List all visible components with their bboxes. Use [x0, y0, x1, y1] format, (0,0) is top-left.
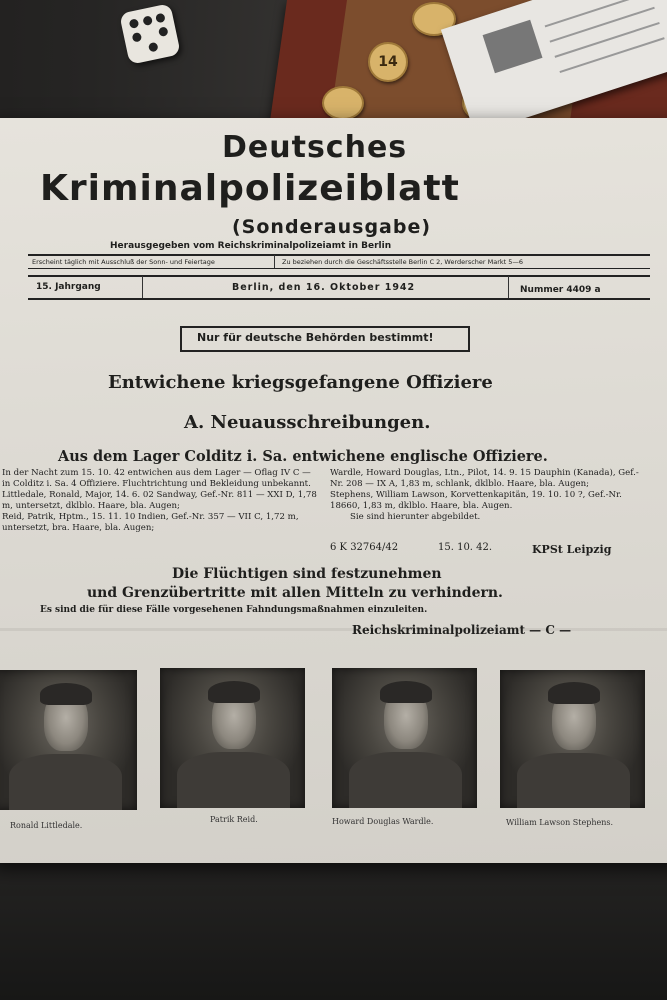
portrait-photo — [500, 670, 645, 808]
fugitive-entry: Littledale, Ronald, Major, 14. 6. 02 Sandway, Gef.-Nr. 811 — XXI D, 1,78 m, untersetzt, dklblo. Haare, bla. Augen; — [2, 490, 317, 511]
escape-report: In der Nacht zum 15. 10. 42 entwichen aus dem Lager — Oflag IV C — in Colditz i. Sa. 4 Offiziere. Fluchtrichtung und Bekleidung unbekannt. — [2, 468, 311, 489]
portrait-photo — [0, 670, 137, 810]
camp-subheading: Aus dem Lager Colditz i. Sa. entwichene englische Offiziere. — [58, 448, 548, 465]
portrait-photo — [160, 668, 305, 808]
notice-heading: Entwichene kriegsgefangene Offiziere — [108, 372, 493, 393]
photo-caption: Ronald Littledale. — [10, 821, 83, 830]
date-line: Berlin, den 16. Oktober 1942 — [232, 282, 416, 293]
game-counter — [322, 86, 364, 120]
wanted-poster — [0, 118, 667, 863]
photo-caption: Howard Douglas Wardle. — [332, 817, 434, 826]
fugitive-entry: Stephens, William Lawson, Korvettenkapitän, 19. 10. 10 ?, Gef.-Nr. 18660, 1,83 m, dklblo. Haare, bla. Augen. — [330, 490, 622, 511]
signature-line: Reichskriminalpolizeiamt — C — — [352, 623, 572, 637]
case-reference: 6 K 32764/42 — [330, 542, 399, 553]
order-line-3: Es sind die für diese Fälle vorgesehenen Fahndungsmaßnahmen einzuleiten. — [40, 605, 428, 615]
table-edge — [0, 860, 667, 1000]
masthead-line1: Deutsches — [222, 130, 408, 165]
game-counter: 14 — [368, 42, 408, 82]
section-heading: A. Neuausschreibungen. — [184, 412, 431, 433]
left-column — [2, 468, 320, 534]
photo-note: Sie sind hierunter abgebildet. — [350, 512, 481, 522]
die — [119, 3, 181, 65]
restriction-notice: Nur für deutsche Behörden bestimmt! — [197, 331, 434, 344]
fugitive-entry: Reid, Patrik, Hptm., 15. 11. 10 Indien, Gef.-Nr. 357 — VII C, 1,72 m, untersetzt, bra. Haare, bla. Augen; — [2, 512, 299, 533]
issue-number: Nummer 4409 a — [520, 285, 601, 295]
publication-schedule: Erscheint täglich mit Ausschluß der Sonn- und Feiertage — [32, 258, 215, 266]
case-date: 15. 10. 42. — [438, 542, 493, 553]
masthead-title: Kriminalpolizeiblatt — [40, 168, 460, 209]
volume: 15. Jahrgang — [36, 282, 101, 292]
masthead-subtitle: (Sonderausgabe) — [232, 216, 432, 238]
right-column — [330, 468, 648, 523]
order-line-2: und Grenzübertritte mit allen Mitteln zu verhindern. — [87, 585, 503, 601]
fugitive-entry: Wardle, Howard Douglas, Ltn., Pilot, 14. 9. 15 Dauphin (Kanada), Gef.-Nr. 208 — IX A, 1,83 m, schlank, dklblo. Haare, bla. Augen; — [330, 468, 639, 489]
order-line-1: Die Flüchtigen sind festzunehmen — [172, 566, 442, 582]
issuing-office: KPSt Leipzig — [532, 543, 612, 556]
publisher-line: Herausgegeben vom Reichskriminalpolizeiamt in Berlin — [110, 241, 392, 251]
distribution-note: Zu beziehen durch die Geschäftsstelle Berlin C 2, Werderscher Markt 5—6 — [282, 258, 524, 266]
photo-caption: Patrik Reid. — [210, 815, 258, 824]
portrait-photo — [332, 668, 477, 808]
photo-caption: William Lawson Stephens. — [506, 818, 613, 827]
